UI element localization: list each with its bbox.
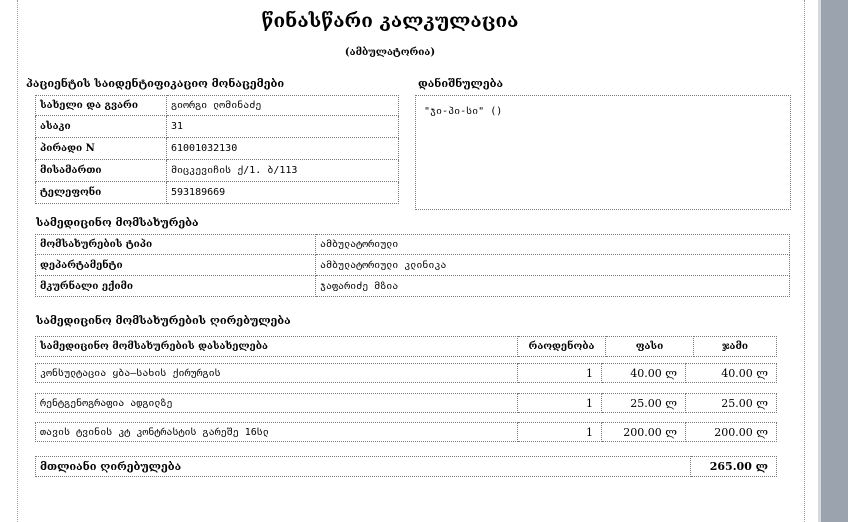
item-sum: 200.00 ლ	[686, 423, 777, 442]
document-subtitle: (ამბულატორია)	[344, 47, 436, 58]
item-price: 200.00 ლ	[602, 423, 686, 442]
row-value: ამბულატორიული	[316, 235, 790, 255]
table-header-row	[36, 337, 777, 357]
item-price: 25.00 ლ	[602, 394, 686, 413]
row-value: მიცკევიჩის ქ/1. ბ/113	[167, 160, 399, 182]
row-label: მკურნალი ექიმი	[36, 276, 316, 297]
row-label: სახელი და გვარი	[36, 96, 167, 116]
item-sum: 25.00 ლ	[686, 394, 777, 413]
table-row	[36, 182, 399, 204]
page-right-margin-line	[804, 0, 805, 522]
table-row	[36, 364, 777, 383]
header-sum: ჯამი	[694, 337, 777, 357]
table-row	[36, 138, 399, 160]
row-label: პირადი N	[36, 138, 167, 160]
pricing-item-row-1	[35, 363, 777, 383]
row-value: ამბულატორიული კლინიკა	[316, 255, 790, 276]
row-label: ტელეფონი	[36, 182, 167, 204]
table-row	[36, 423, 777, 442]
row-value: 31	[167, 116, 399, 138]
item-sum: 40.00 ლ	[686, 364, 777, 383]
pricing-section-title: სამედიცინო მომსახურების ღირებულება	[36, 314, 291, 327]
purpose-box	[415, 95, 791, 210]
table-row	[36, 276, 790, 297]
table-row	[36, 96, 399, 116]
pricing-item-row-3	[35, 422, 777, 442]
total-label: მთლიანი ღირებულება	[36, 457, 691, 477]
item-name: თავის ტვინის კტ კონტრასტის გარეშე 16სლ	[36, 423, 518, 442]
service-info-table	[35, 234, 790, 297]
patient-info-table	[35, 95, 399, 204]
row-value: ჯაფარიძე მზია	[316, 276, 790, 297]
vertical-scrollbar[interactable]	[818, 0, 848, 522]
purpose-text: "ჯი-პი-სი" ()	[424, 106, 503, 117]
page-left-margin-line	[17, 0, 18, 522]
row-label: დეპარტამენტი	[36, 255, 316, 276]
header-service-name: სამედიცინო მომსახურების დასახელება	[36, 337, 518, 357]
table-row	[36, 394, 777, 413]
row-label: მისამართი	[36, 160, 167, 182]
item-name: რენტგენოგრაფია ადგილზე	[36, 394, 518, 413]
pricing-item-row-2	[35, 393, 777, 413]
row-value: გიორგი ლომინაძე	[167, 96, 399, 116]
item-name: კონსულტაცია ყბა–სახის ქირურგის	[36, 364, 518, 383]
row-label: ასაკი	[36, 116, 167, 138]
row-value: 61001032130	[167, 138, 399, 160]
patient-section-title: პაციენტის საიდენტიფიკაციო მონაცემები	[26, 77, 285, 90]
item-quantity: 1	[518, 394, 602, 413]
item-quantity: 1	[518, 364, 602, 383]
purpose-section-title: დანიშნულება	[418, 77, 503, 90]
service-section-title: სამედიცინო მომსახურება	[36, 216, 199, 229]
row-value: 593189669	[167, 182, 399, 204]
total-value: 265.00 ლ	[691, 457, 777, 477]
item-quantity: 1	[518, 423, 602, 442]
table-row	[36, 116, 399, 138]
table-row	[36, 160, 399, 182]
document-title: წინასწარი კალკულაცია	[261, 10, 519, 32]
header-price: ფასი	[606, 337, 694, 357]
table-row	[36, 255, 790, 276]
pricing-total-table	[35, 456, 777, 477]
pricing-header-table	[35, 336, 777, 357]
total-row	[36, 457, 777, 477]
item-price: 40.00 ლ	[602, 364, 686, 383]
row-label: მომსახურების ტიპი	[36, 235, 316, 255]
scrollbar-edge	[818, 0, 821, 522]
header-quantity: რაოდენობა	[518, 337, 606, 357]
table-row	[36, 235, 790, 255]
